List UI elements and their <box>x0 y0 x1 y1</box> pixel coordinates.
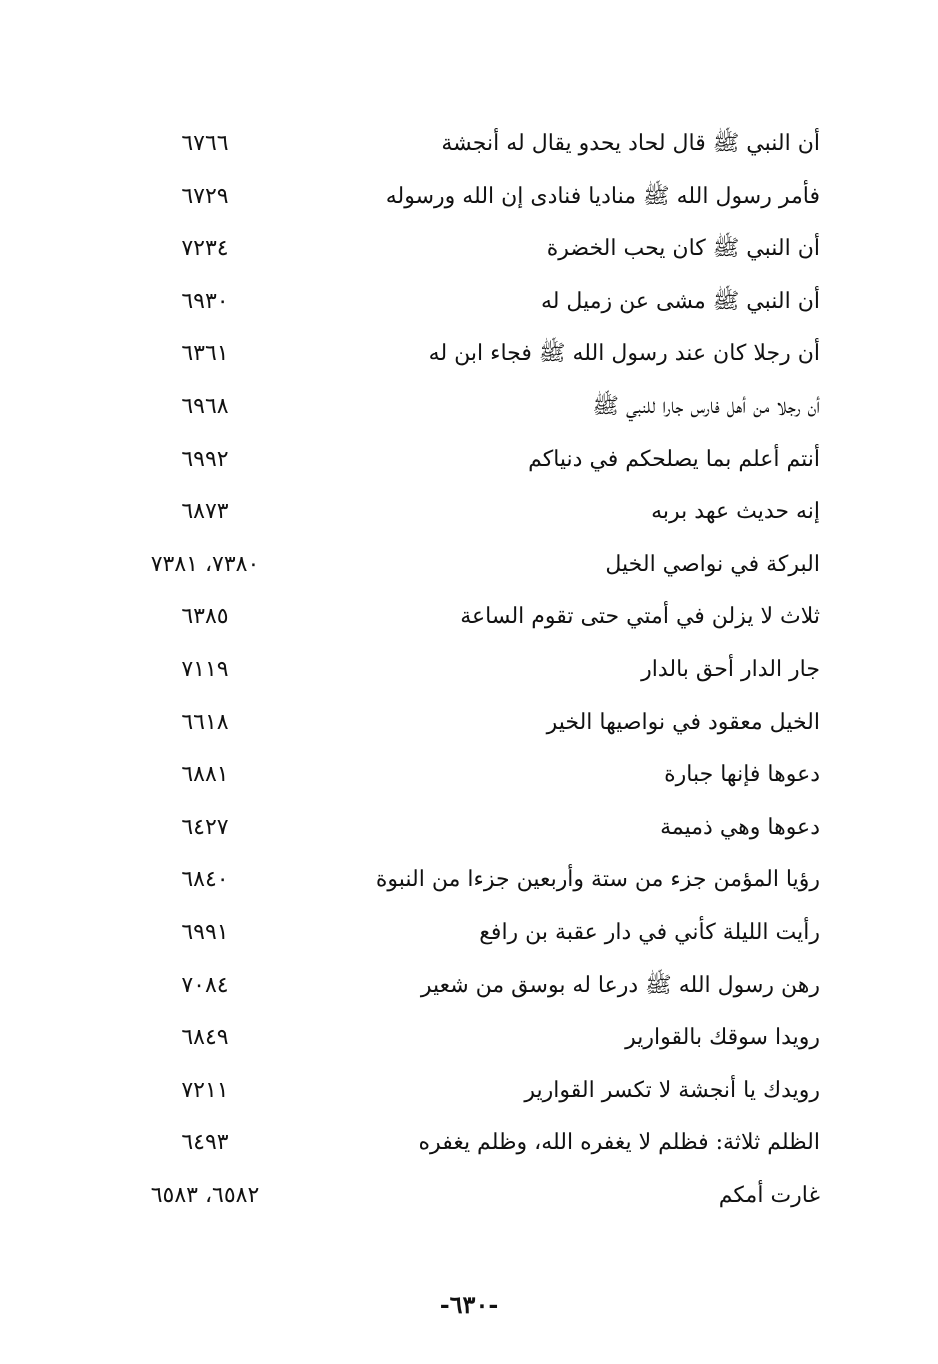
entry-text: دعوها وهي ذميمة <box>660 814 820 840</box>
list-item <box>0 539 938 592</box>
entry-text: رأيت الليلة كأني في دار عقبة بن رافع <box>479 919 820 945</box>
entry-text: غارت أمكم <box>718 1182 820 1208</box>
entry-reference: ٦٩٩٢ <box>181 446 229 472</box>
entry-text: فأمر رسول الله ﷺ مناديا فنادى إن الله ورسوله <box>385 183 820 209</box>
entry-text: الخيل معقود في نواصيها الخير <box>546 709 820 735</box>
entry-reference: ٦٤٢٧ <box>181 814 229 840</box>
entry-text: البركة في نواصي الخيل <box>605 551 820 577</box>
list-item <box>0 907 938 960</box>
list-item <box>0 802 938 855</box>
list-item <box>0 749 938 802</box>
entry-reference: ٦٧٢٩ <box>181 183 229 209</box>
entry-text: الظلم ثلاثة: فظلم لا يغفره الله، وظلم يغفره <box>418 1130 820 1156</box>
entry-reference: ٦٩٩١ <box>181 919 229 945</box>
entry-reference: ٦٩٦٨ <box>181 393 229 419</box>
entry-reference: ٦٥٨٢، ٦٥٨٣ <box>150 1182 260 1208</box>
list-item <box>0 171 938 224</box>
list-item <box>0 1012 938 1065</box>
list-item <box>0 854 938 907</box>
list-item <box>0 960 938 1013</box>
entry-text: أنتم أعلم بما يصلحكم في دنياكم <box>528 446 820 472</box>
entry-reference: ٧٢١١ <box>181 1077 229 1103</box>
list-item <box>0 118 938 171</box>
list-item <box>0 328 938 381</box>
entry-text: أن رجلا كان عند رسول الله ﷺ فجاء ابن له <box>428 341 820 367</box>
entry-reference: ٧١١٩ <box>181 656 229 682</box>
page-number: -٦٣٠- <box>439 1290 499 1319</box>
list-item <box>0 1065 938 1118</box>
list-item <box>0 434 938 487</box>
list-item <box>0 223 938 276</box>
entry-text: رؤيا المؤمن جزء من ستة وأربعين جزءا من النبوة <box>375 867 820 893</box>
entry-text: إنه حديث عهد بربه <box>651 499 820 525</box>
entry-reference: ٦٨٧٣ <box>181 499 229 525</box>
entry-reference: ٧٣٨٠، ٧٣٨١ <box>150 551 260 577</box>
entry-reference: ٦٧٦٦ <box>181 131 229 156</box>
entry-text: رويدك يا أنجشة لا تكسر القوارير <box>524 1077 820 1103</box>
entry-text: جار الدار أحق بالدار <box>641 656 820 682</box>
entry-text: أن النبي ﷺ كان يحب الخضرة <box>546 236 820 262</box>
entry-text: رويدا سوقك بالقوارير <box>625 1025 820 1051</box>
entry-reference: ٧٢٣٤ <box>181 236 229 262</box>
entry-reference: ٦٩٣٠ <box>181 288 229 314</box>
entry-reference: ٦٤٩٣ <box>181 1130 229 1156</box>
list-item <box>0 591 938 644</box>
entry-text: دعوها فإنها جبارة <box>664 762 820 788</box>
list-item <box>0 381 938 434</box>
list-item <box>0 697 938 750</box>
entry-reference: ٦٨٤٩ <box>181 1025 229 1051</box>
entry-reference: ٧٠٨٤ <box>181 972 229 998</box>
entry-reference: ٦٨٤٠ <box>181 867 229 893</box>
entry-reference: ٦٣٨٥ <box>181 604 229 630</box>
hadith-index-list <box>0 118 938 1222</box>
entry-reference: ٦٣٦١ <box>181 341 229 367</box>
list-item <box>0 1117 938 1170</box>
entry-text: أن النبي ﷺ قال لحاد يحدو يقال له أنجشة <box>441 131 820 156</box>
entry-text: ثلاث لا يزلن في أمتي حتى تقوم الساعة <box>460 604 820 630</box>
entry-text: أن رجلا من أهل فارس جارا للنبي ﷺ <box>592 393 820 419</box>
entry-reference: ٦٨٨١ <box>181 762 229 788</box>
list-item <box>0 1170 938 1223</box>
entry-reference: ٦٦١٨ <box>181 709 229 735</box>
list-item <box>0 276 938 329</box>
list-item <box>0 486 938 539</box>
entry-text: رهن رسول الله ﷺ درعا له بوسق من شعير <box>420 972 820 998</box>
list-item <box>0 644 938 697</box>
entry-text: أن النبي ﷺ مشى عن زميل له <box>540 288 820 314</box>
